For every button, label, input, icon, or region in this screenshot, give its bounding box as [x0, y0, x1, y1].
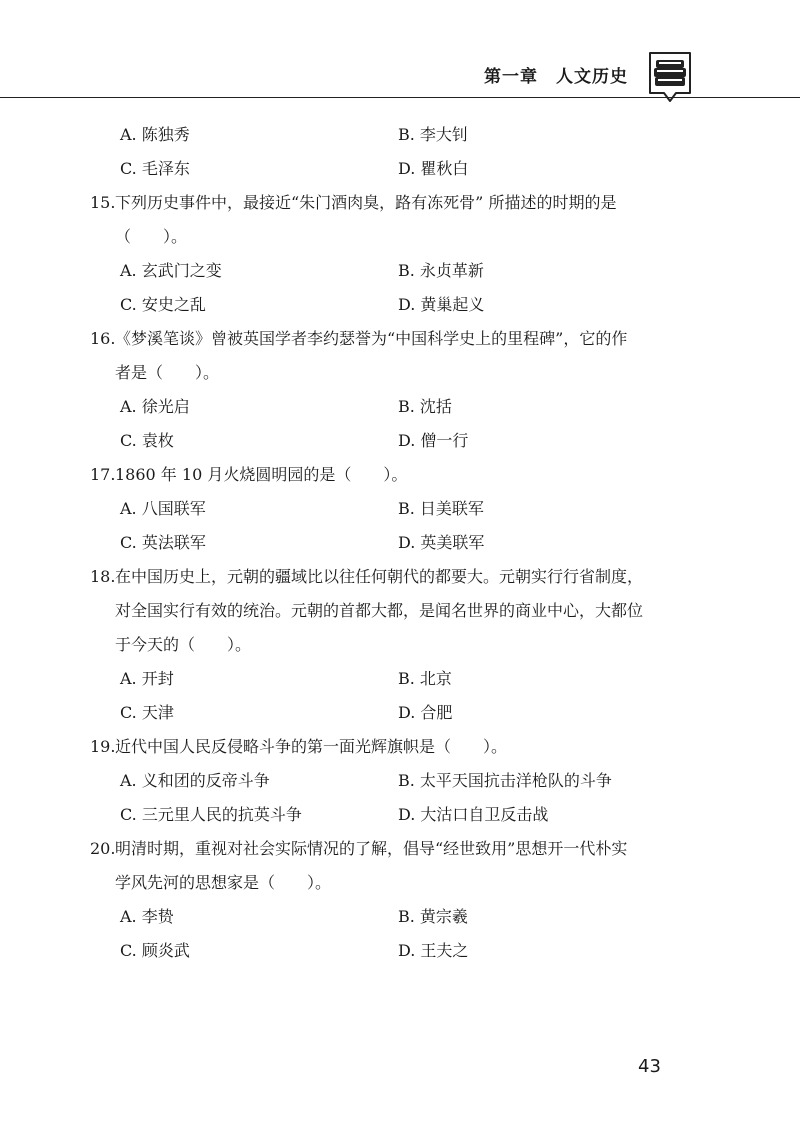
stem-line: 者是（ ）。: [115, 363, 220, 382]
question-stem: [90, 186, 690, 254]
option: C. 毛泽东: [120, 159, 190, 178]
stem-line: 于今天的（ ）。: [115, 635, 252, 654]
option: C. 顾炎武: [120, 941, 190, 960]
question-20: [90, 832, 690, 968]
options: [90, 390, 690, 458]
continued-options: [90, 118, 690, 186]
question-15: [90, 186, 690, 322]
option-row: [120, 934, 690, 968]
option-row: [120, 118, 690, 152]
option-row: [120, 288, 690, 322]
option: B. 沈括: [398, 397, 452, 416]
question-number: 17.: [90, 465, 116, 484]
option: D. 僧一行: [398, 431, 469, 450]
page-number: 43: [638, 1056, 661, 1077]
option: B. 李大钊: [398, 125, 468, 144]
stem-line: 学风先河的思想家是（ ）。: [115, 873, 332, 892]
options: [90, 254, 690, 322]
question-number: 20.: [90, 839, 116, 858]
header-rule: [0, 97, 800, 98]
stem-line: 《梦溪笔谈》曾被英国学者李约瑟誉为“中国科学史上的里程碑”，它的作: [115, 329, 628, 348]
question-17: [90, 458, 690, 560]
option: D. 大沽口自卫反击战: [398, 805, 549, 824]
options: [90, 900, 690, 968]
question-stem: [90, 322, 690, 390]
option: C. 天津: [120, 703, 174, 722]
option: A. 八国联军: [120, 499, 206, 518]
page-header: [0, 0, 800, 110]
question-stem: [90, 832, 690, 900]
options: [90, 492, 690, 560]
question-stem: [90, 458, 690, 492]
option-row: [120, 526, 690, 560]
option: C. 三元里人民的抗英斗争: [120, 805, 302, 824]
option: C. 袁枚: [120, 431, 174, 450]
option: A. 义和团的反帝斗争: [120, 771, 270, 790]
option: B. 黄宗羲: [398, 907, 468, 926]
stem-line: （ ）。: [115, 227, 188, 246]
stem-line: 1860 年 10 月火烧圆明园的是（ ）。: [115, 465, 408, 484]
option: D. 王夫之: [398, 941, 469, 960]
option: B. 永贞革新: [398, 261, 484, 280]
question-number: 18.: [90, 567, 116, 586]
option-row: [120, 696, 690, 730]
option: A. 开封: [120, 669, 174, 688]
option-row: [120, 492, 690, 526]
options: [90, 662, 690, 730]
option-row: [120, 390, 690, 424]
option-row: [120, 764, 690, 798]
option-row: [120, 662, 690, 696]
option: A. 陈独秀: [120, 125, 190, 144]
option: D. 英美联军: [398, 533, 485, 552]
stem-line: 在中国历史上，元朝的疆域比以往任何朝代的都要大。元朝实行行省制度，: [115, 567, 644, 586]
option: D. 合肥: [398, 703, 453, 722]
question-stem: [90, 560, 690, 662]
option: C. 安史之乱: [120, 295, 206, 314]
option: C. 英法联军: [120, 533, 206, 552]
option: A. 玄武门之变: [120, 261, 222, 280]
option-row: [120, 254, 690, 288]
option-row: [120, 798, 690, 832]
question-18: [90, 560, 690, 730]
option: A. 李贽: [120, 907, 174, 926]
question-16: [90, 322, 690, 458]
questions-area: [90, 118, 690, 968]
question-number: 16.: [90, 329, 116, 348]
stem-line: 下列历史事件中，最接近“朱门酒肉臭，路有冻死骨” 所描述的时期的是: [115, 193, 617, 212]
question-number: 15.: [90, 193, 116, 212]
stem-line: 近代中国人民反侵略斗争的第一面光辉旗帜是（ ）。: [115, 737, 508, 756]
option-row: [120, 900, 690, 934]
question-number: 19.: [90, 737, 116, 756]
option: B. 日美联军: [398, 499, 484, 518]
question-stem: [90, 730, 690, 764]
stem-line: 明清时期，重视对社会实际情况的了解，倡导“经世致用”思想开一代朴实: [115, 839, 628, 858]
option-row: [120, 152, 690, 186]
question-19: [90, 730, 690, 832]
stem-line: 对全国实行有效的统治。元朝的首都大都，是闻名世界的商业中心，大都位: [115, 601, 644, 620]
options: [90, 764, 690, 832]
option: D. 黄巢起义: [398, 295, 485, 314]
option: A. 徐光启: [120, 397, 190, 416]
option: D. 瞿秋白: [398, 159, 469, 178]
option: B. 北京: [398, 669, 452, 688]
chapter-title: 第一章 人文历史: [484, 67, 628, 87]
option: B. 太平天国抗击洋枪队的斗争: [398, 771, 612, 790]
option-row: [120, 424, 690, 458]
